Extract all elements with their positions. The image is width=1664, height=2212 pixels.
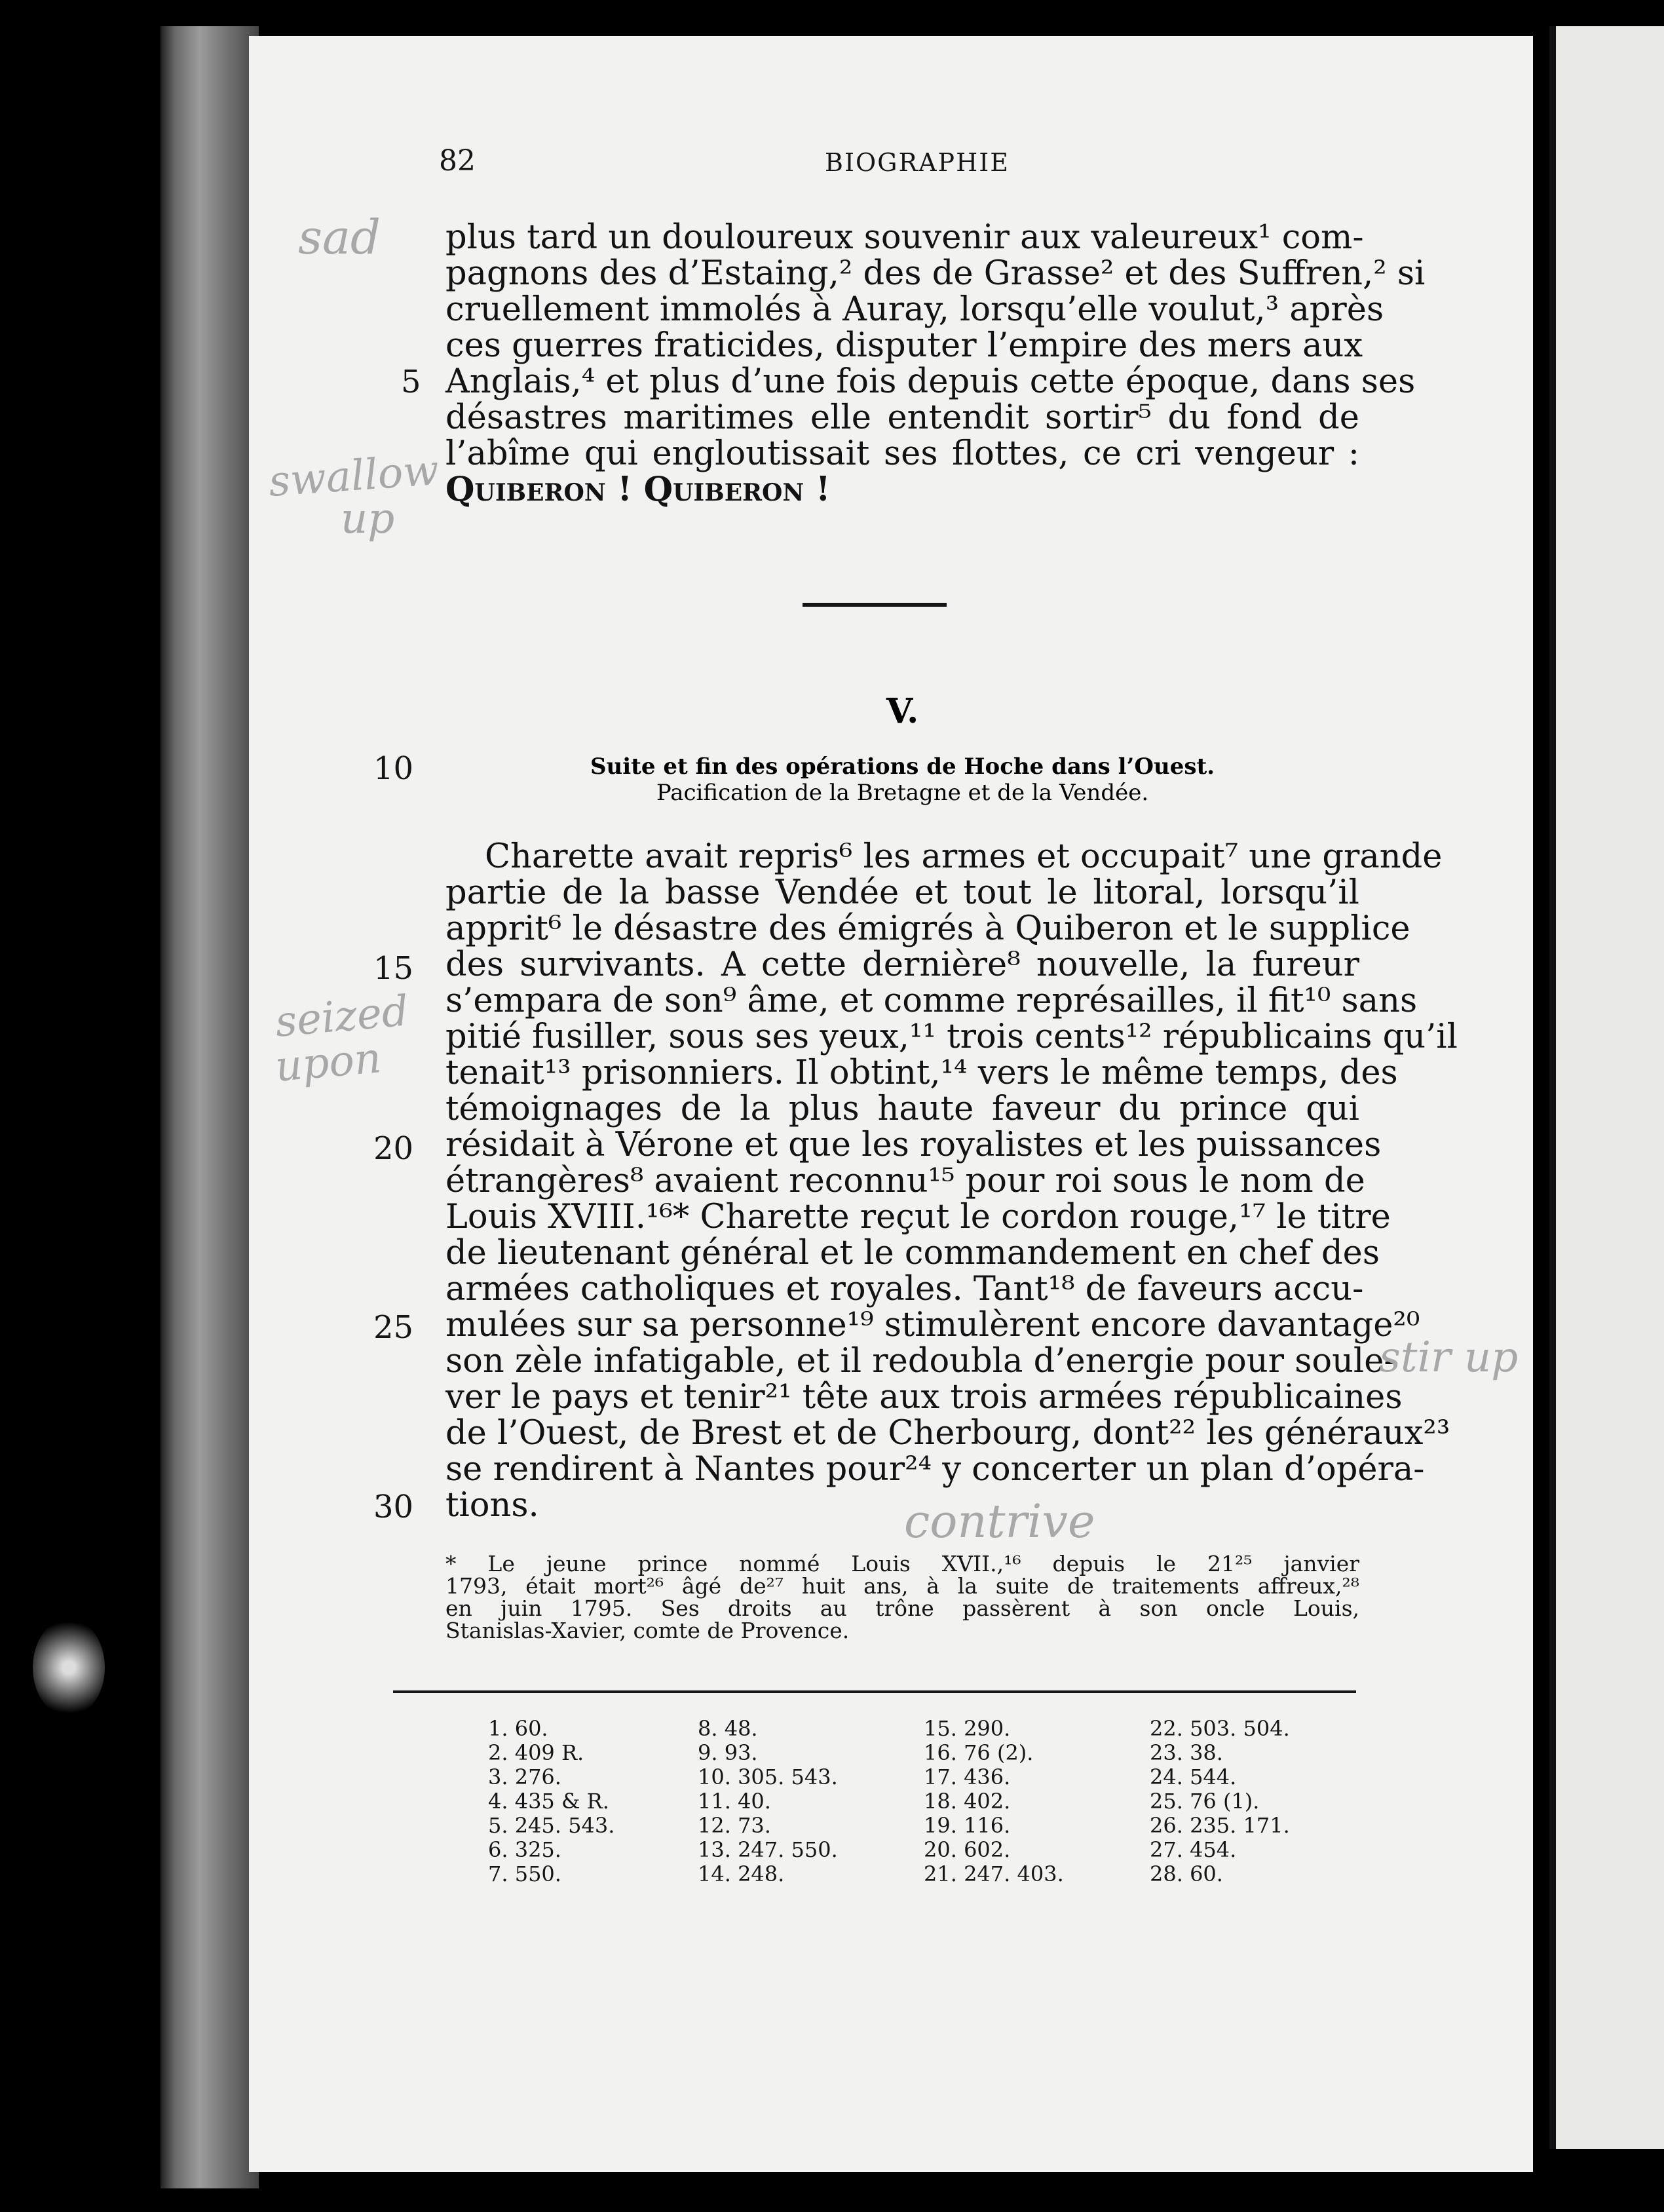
text-line: mulées sur sa personne¹⁹ stimulèrent encore davantage²⁰: [445, 1306, 1420, 1344]
references-divider: [393, 1690, 1356, 1693]
text-line: désastres maritimes elle entendit sortir⁵ du fond de: [445, 398, 1359, 437]
footnote-line: 1793, était mort²⁶ âgé de²⁷ huit ans, à la suite de traitements affreux,²⁸: [445, 1573, 1359, 1599]
reference-item: 18. 402.: [924, 1789, 1011, 1814]
line-number: 15: [373, 950, 414, 987]
text-line: Charette avait repris⁶ les armes et occupait⁷ une grande: [485, 837, 1443, 876]
reference-item: 23. 38.: [1150, 1740, 1223, 1765]
handwritten-annotation: up: [341, 495, 395, 543]
facing-page-edge: [1549, 26, 1664, 2149]
footnote-line: en juin 1795. Ses droits au trône passèrent à son oncle Louis,: [445, 1595, 1359, 1621]
text-line: de lieutenant général et le commandement en chef des: [445, 1234, 1380, 1272]
text-line: ver le pays et tenir²¹ tête aux trois armées républicaines: [445, 1378, 1403, 1417]
text-line: son zèle infatigable, et il redoubla d’energie pour soule-: [445, 1342, 1395, 1381]
text-line: partie de la basse Vendée et tout le litoral, lorsqu’il: [445, 873, 1359, 912]
footnote-line: Stanislas-Xavier, comte de Provence.: [445, 1618, 850, 1643]
reference-item: 26. 235. 171.: [1150, 1813, 1290, 1838]
reference-item: 9. 93.: [698, 1740, 758, 1765]
handwritten-annotation: upon: [273, 1034, 383, 1092]
text-line: l’abîme qui engloutissait ses flottes, ce cri vengeur :: [445, 434, 1359, 473]
text-line: de l’Ouest, de Brest et de Cherbourg, dont²² les généraux²³: [445, 1414, 1450, 1453]
reference-item: 20. 602.: [924, 1837, 1011, 1862]
line-number: 10: [373, 750, 414, 787]
text-line: cruellement immolés à Auray, lorsqu’elle voulut,³ après: [445, 290, 1384, 329]
text-line: étrangères⁸ avaient reconnu¹⁵ pour roi sous le nom de: [445, 1162, 1365, 1200]
text-line: plus tard un douloureux souvenir aux valeureux¹ com-: [445, 218, 1364, 257]
reference-item: 28. 60.: [1150, 1861, 1223, 1886]
footnote: [445, 1553, 1359, 1642]
reference-item: 4. 435 & R.: [488, 1789, 609, 1814]
section-divider: [803, 603, 947, 607]
reference-column: [1150, 1717, 1366, 1886]
reference-item: 27. 454.: [1150, 1837, 1237, 1862]
text-line: s’empara de son⁹ âme, et comme représailles, il fit¹⁰ sans: [445, 982, 1418, 1020]
reference-item: 8. 48.: [698, 1716, 758, 1741]
reference-column: [488, 1717, 704, 1886]
reference-item: 11. 40.: [698, 1789, 771, 1814]
reference-item: 5. 245. 543.: [488, 1813, 615, 1838]
text-line: témoignages de la plus haute faveur du prince qui: [445, 1090, 1359, 1128]
section-subtitle: Suite et fin des opérations de Hoche dans l’Ouest.: [590, 753, 1215, 780]
line-number: 5: [401, 364, 421, 400]
handwritten-annotation: stir up: [1379, 1333, 1519, 1382]
reference-item: 16. 76 (2).: [924, 1740, 1034, 1765]
reference-item: 24. 544.: [1150, 1764, 1237, 1789]
text-line: des survivants. A cette dernière⁸ nouvelle, la fureur: [445, 945, 1359, 984]
running-title: BIOGRAPHIE: [825, 148, 1010, 177]
section-subtitle: Pacification de la Bretagne et de la Vendée.: [656, 780, 1149, 806]
reference-item: 13. 247. 550.: [698, 1837, 838, 1862]
section-1-text: [445, 218, 1426, 509]
reference-item: 6. 325.: [488, 1837, 561, 1862]
reference-item: 12. 73.: [698, 1813, 771, 1838]
text-line: armées catholiques et royales. Tant¹⁸ de faveurs accu-: [445, 1270, 1364, 1308]
text-line: tenait¹³ prisonniers. Il obtint,¹⁴ vers le même temps, des: [445, 1054, 1398, 1092]
page-number: 82: [439, 144, 476, 178]
text-line: pagnons des d’Estaing,² des de Grasse² et des Suffren,² si: [445, 254, 1426, 293]
reference-item: 25. 76 (1).: [1150, 1789, 1260, 1814]
reference-item: 7. 550.: [488, 1861, 561, 1886]
reference-item: 1. 60.: [488, 1716, 548, 1741]
text-line: se rendirent à Nantes pour²⁴ y concerter un plan d’opéra-: [445, 1450, 1425, 1489]
reference-column: [924, 1717, 1140, 1886]
text-line: Louis XVIII.¹⁶* Charette reçut le cordon rouge,¹⁷ le titre: [445, 1198, 1391, 1236]
text-line: pitié fusiller, sous ses yeux,¹¹ trois cents¹² républicains qu’il: [445, 1018, 1458, 1056]
reference-item: 17. 436.: [924, 1764, 1011, 1789]
line-number: 25: [373, 1309, 414, 1346]
reference-column: [698, 1717, 914, 1886]
text-line: Anglais,⁴ et plus d’une fois depuis cette époque, dans ses: [445, 362, 1416, 401]
reference-item: 15. 290.: [924, 1716, 1011, 1741]
text-line: Quiberon ! Quiberon !: [445, 470, 831, 509]
text-line: tions.: [445, 1486, 539, 1525]
text-line: ces guerres fraticides, disputer l’empire des mers aux: [445, 326, 1363, 365]
handwritten-annotation: contrive: [904, 1495, 1095, 1548]
footnote-line: * Le jeune prince nommé Louis XVII.,¹⁶ depuis le 21²⁵ janvier: [445, 1551, 1359, 1576]
reference-item: 22. 503. 504.: [1150, 1716, 1290, 1741]
handwritten-annotation: swallow: [267, 446, 441, 506]
book-page-edge: [161, 26, 259, 2188]
line-number: 20: [373, 1130, 414, 1167]
reference-item: 3. 276.: [488, 1764, 561, 1789]
section-number: V.: [886, 691, 919, 731]
reference-item: 19. 116.: [924, 1813, 1011, 1838]
handwritten-annotation: sad: [298, 210, 381, 265]
reference-item: 14. 248.: [698, 1861, 785, 1886]
line-number: 30: [373, 1489, 414, 1525]
text-line: apprit⁶ le désastre des émigrés à Quiberon et le supplice: [445, 909, 1410, 948]
reference-item: 2. 409 R.: [488, 1740, 584, 1765]
reference-item: 10. 305. 543.: [698, 1764, 838, 1789]
handwritten-annotation: seized: [273, 987, 411, 1047]
text-line: résidait à Vérone et que les royalistes et les puissances: [445, 1126, 1382, 1164]
ink-smudge: [33, 1618, 105, 1717]
reference-item: 21. 247. 403.: [924, 1861, 1064, 1886]
